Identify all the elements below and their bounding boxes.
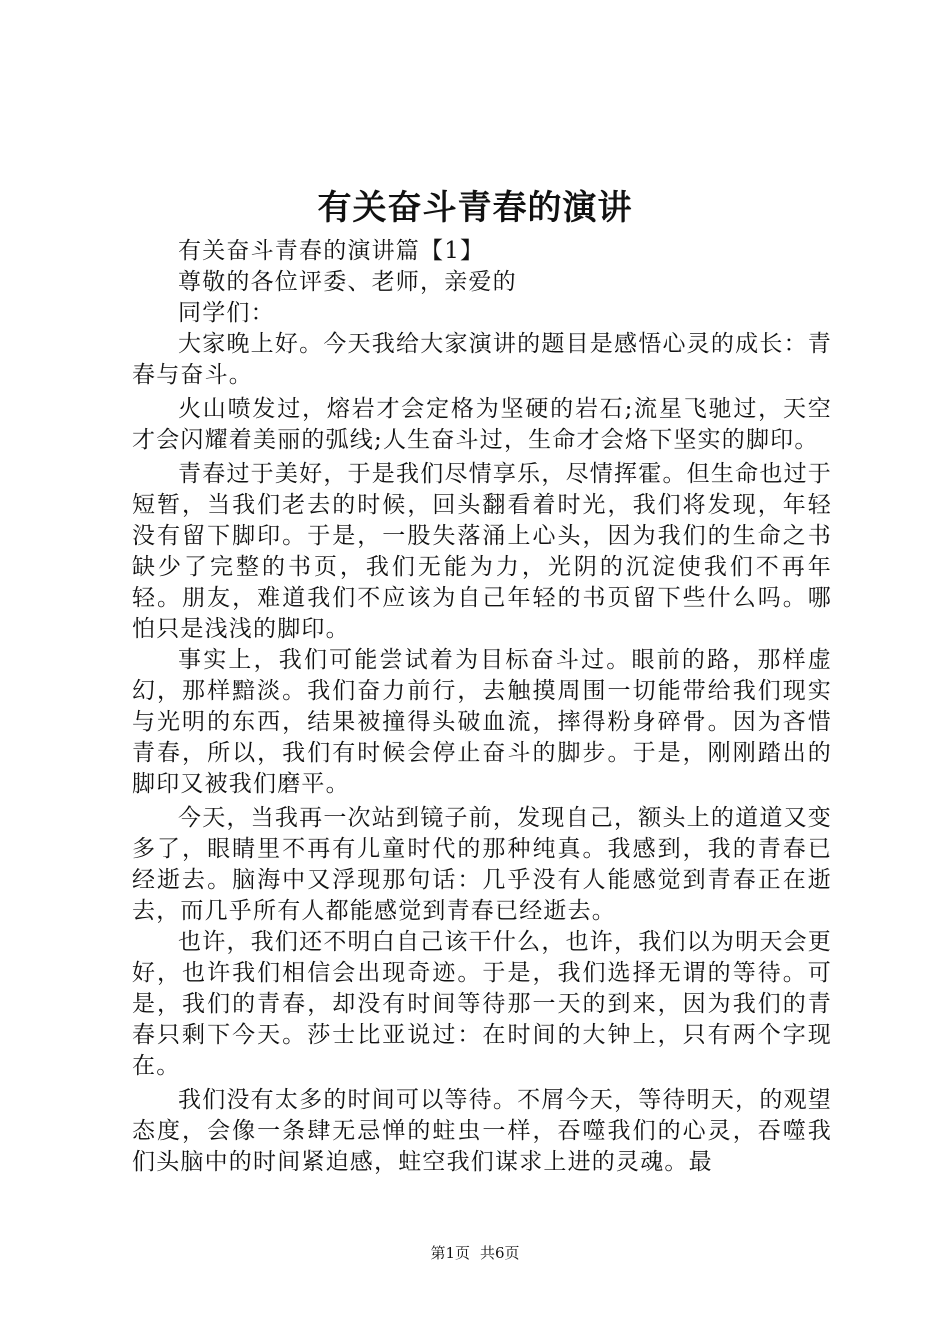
document-title: 有关奋斗青春的演讲 [317, 188, 633, 228]
page-number: 第1页 [430, 1244, 470, 1262]
page-total: 共6页 [480, 1244, 520, 1262]
paragraph: 我们没有太多的时间可以等待。不屑今天，等待明天，的观望态度，会像一条肆无忌惮的蛀虫一样，吞噬我们的心灵，吞噬我们头脑中的时间紧迫感，蛀空我们谋求上进的灵魂。最 [132, 1087, 832, 1175]
document-body [132, 236, 832, 1178]
paragraph: 今天，当我再一次站到镜子前，发现自己，额头上的道道又变多了，眼睛里不再有儿童时代的那种纯真。我感到，我的青春已经逝去。脑海中又浮现那句话：几乎没有人能感觉到青春正在逝去，而几乎所有人都能感觉到青春已经逝去。 [132, 805, 832, 924]
paragraph: 同学们： [178, 300, 275, 326]
paragraph: 大家晚上好。今天我给大家演讲的题目是感悟心灵的成长：青春与奋斗。 [132, 331, 832, 388]
paragraph: 青春过于美好，于是我们尽情享乐，尽情挥霍。但生命也过于短暂，当我们老去的时候，回头翻看着时光，我们将发现，年轻没有留下脚印。于是，一股失落涌上心头，因为我们的生命之书缺少了完整的书页，我们无能为力，光阴的沉淀使我们不再年轻。朋友，难道我们不应该为自己年轻的书页留下些什么吗。哪怕只是浅浅的脚印。 [132, 461, 832, 642]
paragraph: 火山喷发过，熔岩才会定格为坚硬的岩石;流星飞驰过，天空才会闪耀着美丽的弧线;人生奋斗过，生命才会烙下坚实的脚印。 [132, 396, 832, 453]
paragraph: 尊敬的各位评委、老师，亲爱的 [178, 269, 517, 295]
paragraph: 有关奋斗青春的演讲篇【1】 [178, 238, 485, 264]
paragraph: 也许，我们还不明白自己该干什么，也许，我们以为明天会更好，也许我们相信会出现奇迹。于是，我们选择无谓的等待。可是，我们的青春，却没有时间等待那一天的到来，因为我们的青春只剩下今天。莎士比亚说过：在时间的大钟上，只有两个字现在。 [132, 929, 832, 1079]
paragraph: 事实上，我们可能尝试着为目标奋斗过。眼前的路，那样虚幻，那样黯淡。我们奋力前行，去触摸周围一切能带给我们现实与光明的东西，结果被撞得头破血流，摔得粉身碎骨。因为吝惜青春，所以，我们有时候会停止奋斗的脚步。于是，刚刚踏出的脚印又被我们磨平。 [132, 647, 832, 797]
page-footer [0, 1243, 950, 1263]
